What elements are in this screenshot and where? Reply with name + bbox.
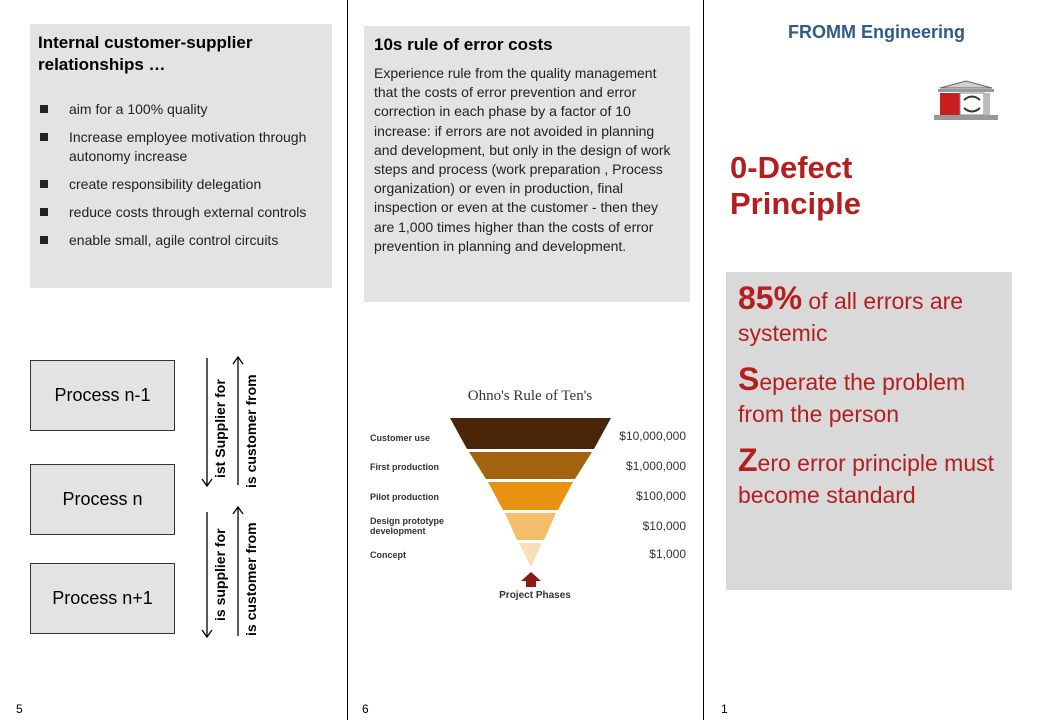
- project-phases-label: Project Phases: [499, 590, 571, 601]
- phase-first-production: First production: [370, 462, 439, 472]
- ohno-chart-title: Ohno's Rule of Ten's: [467, 388, 593, 404]
- customer-supplier-title: Internal customer-supplier relationships …: [38, 33, 253, 74]
- bullet-item: reduce costs through external controls: [38, 203, 324, 222]
- customer-supplier-box: [30, 24, 332, 288]
- page-number-middle: 6: [362, 702, 369, 716]
- statement-rest: eperate the problem from the person: [738, 369, 966, 427]
- principles-box: [726, 272, 1012, 590]
- page-number-right: 1: [721, 702, 728, 716]
- cost-design-prototype: $10,000: [642, 519, 686, 533]
- cost-customer-use: $10,000,000: [619, 429, 686, 443]
- headline-line-2: Principle: [730, 186, 861, 221]
- funnel-layer-customer-use: [450, 418, 611, 449]
- process-box-n-minus-1: Process n-1: [30, 360, 175, 431]
- statement-lead: Z: [738, 442, 758, 478]
- process-box-n-plus-1: Process n+1: [30, 563, 175, 634]
- statement-lead: S: [738, 361, 760, 397]
- page-number-left: 5: [16, 702, 23, 716]
- column-divider-2: [703, 0, 704, 720]
- funnel-layer-first-production: [469, 452, 592, 479]
- cost-first-production: $1,000,000: [625, 459, 686, 473]
- bullet-item: create responsibility delegation: [38, 175, 324, 194]
- statement-lead: 85%: [738, 280, 803, 316]
- bullet-item: Increase employee motivation through autonomy increase: [38, 128, 324, 166]
- cost-pilot-production: $100,000: [635, 489, 686, 503]
- phase-pilot-production: Pilot production: [370, 492, 439, 502]
- statement-separate-problem: [738, 363, 1002, 430]
- ohno-funnel: [448, 415, 618, 590]
- phase-concept: Concept: [370, 550, 406, 560]
- bullet-item: enable small, agile control circuits: [38, 231, 324, 250]
- project-phases-arrow-icon: [521, 572, 541, 587]
- label-is-supplier-for: is supplier for: [212, 528, 228, 621]
- statement-rest: of all errors are systemic: [738, 288, 964, 346]
- label-is-customer-from-upper: is customer from: [243, 374, 259, 488]
- funnel-layer-design-prototype: [505, 513, 556, 540]
- tens-rule-box: [364, 26, 690, 302]
- funnel-layer-pilot-production: [488, 482, 573, 510]
- bullet-item: aim for a 100% quality: [38, 100, 324, 119]
- column-divider-1: [347, 0, 348, 720]
- cost-concept: $1,000: [649, 547, 686, 561]
- customer-supplier-bullets: [38, 100, 324, 250]
- tens-rule-title: 10s rule of error costs: [374, 35, 553, 54]
- process-box-n: Process n: [30, 464, 175, 535]
- brand-name: FROMM Engineering: [788, 22, 965, 42]
- phase-customer-use: Customer use: [370, 433, 431, 443]
- funnel-layer-concept: [519, 543, 542, 567]
- statement-rest: ero error principle must become standard: [738, 450, 995, 508]
- statement-systemic-errors: [738, 282, 1002, 349]
- statement-zero-error: [738, 444, 1002, 511]
- label-ist-supplier-for: ist Supplier for: [212, 379, 228, 478]
- zero-defect-headline: [730, 150, 861, 222]
- phase-design-prototype: Design prototype development: [370, 516, 445, 536]
- tens-rule-text: Experience rule from the quality management that the costs of error prevention and error correction in each phase by a factor of 10 increase: if errors are not avoided in planning and development, but only in the design of work steps and process (work preparation , Process organization) or even in production, final inspection or even at the customer - then they are 1,000 times higher than the costs of error prevention in planning and development.: [374, 65, 671, 254]
- label-is-customer-from-lower: is customer from: [243, 522, 259, 636]
- headline-line-1: 0-Defect: [730, 150, 853, 185]
- relationship-arrows: [195, 350, 275, 640]
- fromm-logo-icon: [930, 80, 1002, 122]
